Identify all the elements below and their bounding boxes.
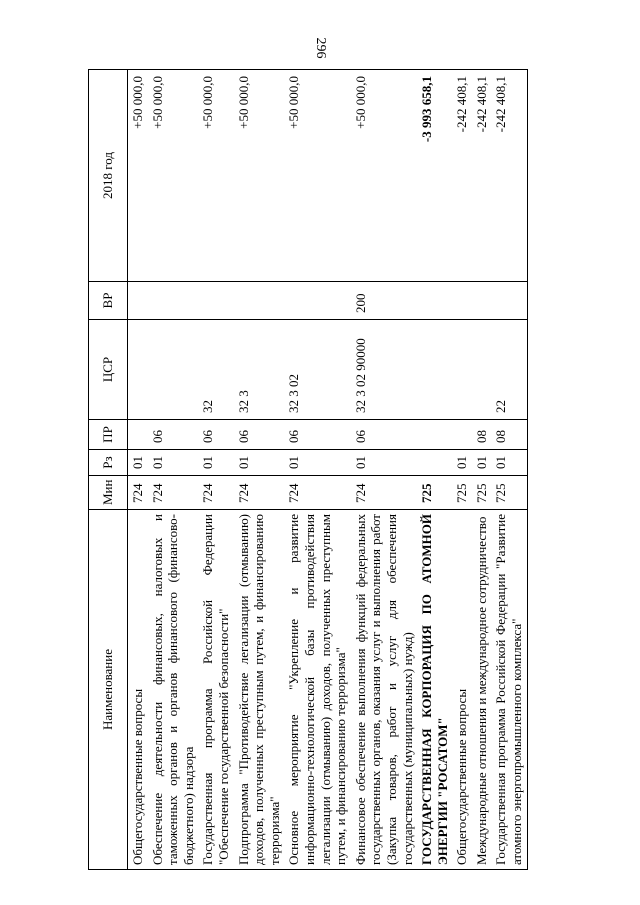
row-rz: 01	[491, 450, 527, 476]
row-sum: +50 000,0	[351, 70, 417, 282]
row-min: 724	[234, 476, 285, 510]
row-csr	[472, 320, 492, 420]
row-rz: 01	[198, 450, 233, 476]
row-min: 724	[198, 476, 233, 510]
page-number: 296	[313, 37, 328, 59]
row-name: Финансовое обеспечение выполнения функций федеральных государственных органов, оказания услуг и выполнения работ (Закупка товаров, работ и услуг для обеспечения государственных (муниципальных) нужд)	[351, 510, 417, 870]
row-min: 725	[417, 476, 452, 510]
budget-table	[88, 69, 528, 870]
table-row	[198, 70, 233, 870]
row-name: Государственная программа Российской Федерации "Развитие атомного энергопромышленного комплекса"	[491, 510, 527, 870]
row-sum: -3 993 658,1	[417, 70, 452, 282]
row-rz	[417, 450, 452, 476]
table-row	[234, 70, 285, 870]
row-name: Международные отношения и международное сотрудничество	[472, 510, 492, 870]
row-min: 724	[148, 476, 199, 510]
header-min: Мин	[89, 476, 128, 510]
row-csr	[128, 320, 148, 420]
row-min: 724	[128, 476, 148, 510]
row-name: Основное мероприятие "Укрепление и развитие информационно-технологической базы противодействия легализации (отмыванию) доходов, полученных преступным путем, и финансированию терроризма"	[284, 510, 350, 870]
table-row	[351, 70, 417, 870]
row-rz: 01	[472, 450, 492, 476]
row-sum: +50 000,0	[198, 70, 233, 282]
table-row	[128, 70, 148, 870]
row-vr	[234, 282, 285, 320]
table-header-row	[89, 70, 128, 870]
row-vr	[472, 282, 492, 320]
row-sum: -242 408,1	[472, 70, 492, 282]
row-vr	[148, 282, 199, 320]
row-csr	[417, 320, 452, 420]
row-pr: 06	[198, 420, 233, 450]
row-csr: 32	[198, 320, 233, 420]
row-sum: +50 000,0	[128, 70, 148, 282]
row-rz: 01	[452, 450, 472, 476]
row-vr	[417, 282, 452, 320]
row-vr	[128, 282, 148, 320]
header-csr: ЦСР	[89, 320, 128, 420]
row-vr	[198, 282, 233, 320]
table-row	[472, 70, 492, 870]
row-pr: 06	[234, 420, 285, 450]
row-min: 724	[284, 476, 350, 510]
row-pr	[452, 420, 472, 450]
row-pr: 06	[284, 420, 350, 450]
header-rz: Рз	[89, 450, 128, 476]
row-vr	[284, 282, 350, 320]
row-pr	[417, 420, 452, 450]
row-min: 725	[452, 476, 472, 510]
row-sum: +50 000,0	[284, 70, 350, 282]
row-pr	[128, 420, 148, 450]
header-pr: ПР	[89, 420, 128, 450]
row-csr	[148, 320, 199, 420]
row-sum: -242 408,1	[452, 70, 472, 282]
row-name: Государственная программа Российской Федерации "Обеспечение государственной безопасности"	[198, 510, 233, 870]
row-name: Общегосударственные вопросы	[128, 510, 148, 870]
row-name: Обеспечение деятельности финансовых, налоговых и таможенных органов и органов финансового (финансово-бюджетного) надзора	[148, 510, 199, 870]
row-min: 724	[351, 476, 417, 510]
row-csr: 32 3 02 90000	[351, 320, 417, 420]
row-pr: 08	[491, 420, 527, 450]
row-sum: +50 000,0	[148, 70, 199, 282]
row-name: Подпрограмма "Противодействие легализации (отмыванию) доходов, полученных преступным путем, и финансированию терроризма"	[234, 510, 285, 870]
table-body	[128, 70, 528, 870]
row-vr	[452, 282, 472, 320]
row-sum: -242 408,1	[491, 70, 527, 282]
table-row	[491, 70, 527, 870]
row-rz: 01	[128, 450, 148, 476]
row-rz: 01	[284, 450, 350, 476]
table-row	[452, 70, 472, 870]
table-row	[417, 70, 452, 870]
row-min: 725	[472, 476, 492, 510]
row-rz: 01	[234, 450, 285, 476]
header-vr: ВР	[89, 282, 128, 320]
row-pr: 08	[472, 420, 492, 450]
budget-table-rotated	[88, 70, 548, 870]
row-sum: +50 000,0	[234, 70, 285, 282]
row-csr: 22	[491, 320, 527, 420]
row-min: 725	[491, 476, 527, 510]
row-csr	[452, 320, 472, 420]
row-name: Общегосударственные вопросы	[452, 510, 472, 870]
row-pr: 06	[351, 420, 417, 450]
header-name: Наименование	[89, 510, 128, 870]
row-rz: 01	[148, 450, 199, 476]
row-csr: 32 3 02	[284, 320, 350, 420]
row-name: ГОСУДАРСТВЕННАЯ КОРПОРАЦИЯ ПО АТОМНОЙ ЭНЕРГИИ "РОСАТОМ"	[417, 510, 452, 870]
row-vr: 200	[351, 282, 417, 320]
table-row	[284, 70, 350, 870]
row-csr: 32 3	[234, 320, 285, 420]
row-rz: 01	[351, 450, 417, 476]
row-pr: 06	[148, 420, 199, 450]
row-vr	[491, 282, 527, 320]
header-year: 2018 год	[89, 70, 128, 282]
table-row	[148, 70, 199, 870]
